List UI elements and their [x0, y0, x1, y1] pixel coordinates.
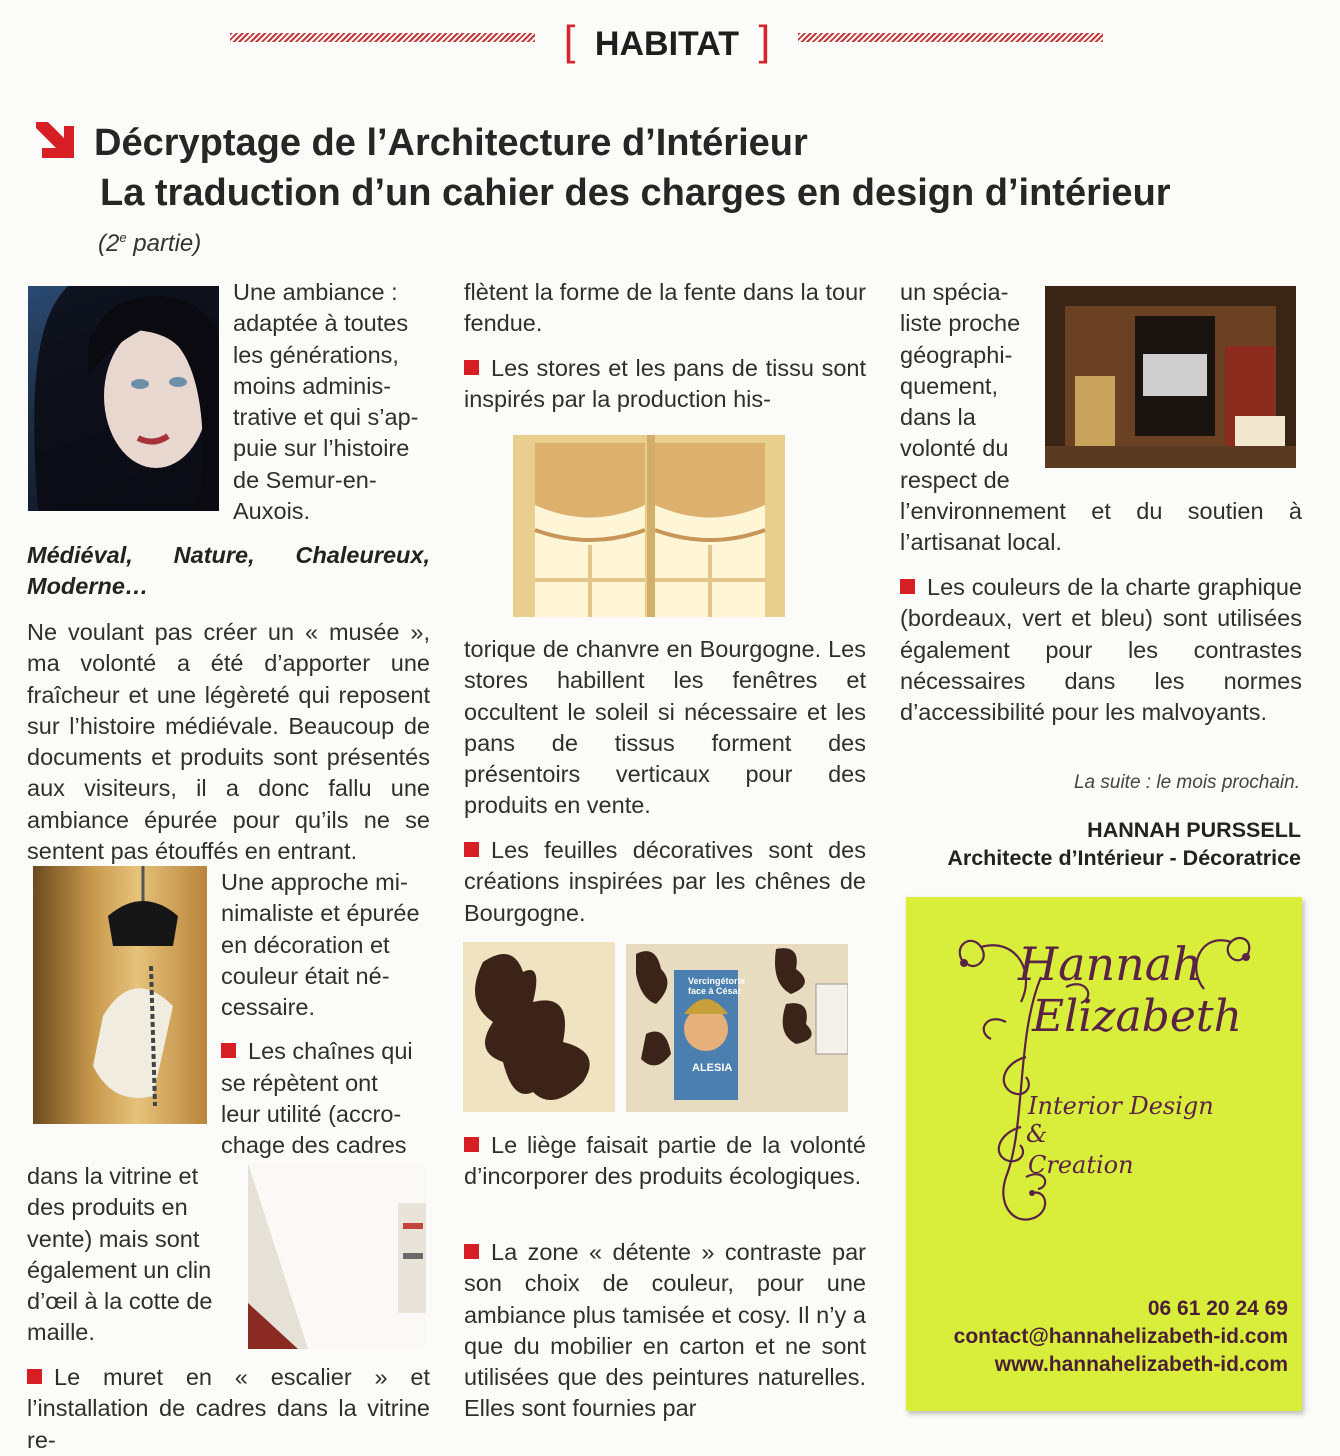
col1-approach: [221, 867, 430, 1162]
bullet-square-icon: [27, 1369, 42, 1384]
text-line: dans la vitrine et: [27, 1163, 199, 1189]
bullet-square-icon: [900, 579, 915, 594]
bullet-square-icon: [464, 842, 479, 857]
contact-email: contact@hannahelizabeth-id.com: [953, 1325, 1288, 1348]
text-line: en décoration et: [221, 931, 390, 958]
col2-paragraph-5: Le liège faisait partie de la volonté d’incorporer des produits écologiques.: [464, 1132, 866, 1190]
text-line: Une ambiance :: [233, 279, 398, 305]
text-line: Auxois.: [233, 498, 311, 525]
text-line: des produits en: [27, 1194, 188, 1221]
bullet-square-icon: [221, 1043, 236, 1058]
text-line: adaptée à toutes: [233, 310, 409, 337]
text-line: respect de: [900, 466, 1010, 493]
col2-paragraph-2: Les stores et les pans de tissu sont inspirés par la production his-: [464, 355, 866, 413]
col1-heading: Médiéval, Nature, Chaleureux, Moderne…: [27, 542, 430, 600]
text-line: Une approche mi-: [221, 869, 408, 895]
rubric-rule-left: [230, 33, 535, 42]
text-line: géographi-: [900, 341, 1013, 368]
text-line: puie sur l’histoire: [233, 435, 410, 462]
bullet-square-icon: [464, 360, 479, 375]
contact-phone: 06 61 20 24 69: [1147, 1297, 1288, 1320]
contact-website: www.hannahelizabeth-id.com: [994, 1353, 1288, 1376]
col1-paragraph-last: Le muret en « escalier » et l’installation de cadres dans la vitrine re-: [27, 1364, 430, 1453]
text-line: dans la: [900, 404, 976, 431]
rubric-bracket-close: ]: [758, 17, 771, 64]
text-line: chage des cadres: [221, 1132, 407, 1159]
text-line: maille.: [27, 1319, 95, 1346]
article-title: Décryptage de l’Architecture d’Intérieur: [94, 122, 808, 164]
rubric-label: HABITAT: [594, 25, 740, 63]
text-line: quement,: [900, 372, 998, 399]
logo-elizabeth: Elizabeth: [1032, 991, 1242, 1042]
text-line: trative et qui s’ap-: [233, 404, 419, 431]
col3-paragraph-1-cont: l’environnement et du soutien à l’artisanat local.: [900, 498, 1302, 556]
col2-paragraph-6: La zone « détente » contraste par son choix de couleur, pour une ambiance plus tamisée et cosy. Il n’y a que du mobilier en carton et ne sont utilisées que des peintures naturelles. Elles sont fournies par: [464, 1239, 866, 1422]
text-line: un spécia-: [900, 279, 1009, 305]
text-line: de Semur-en-: [233, 466, 377, 493]
bullet-square-icon: [464, 1137, 479, 1152]
rubric-rule-right: [798, 33, 1103, 42]
col3-intro: [900, 277, 1033, 496]
text-line: nimaliste et épurée: [221, 900, 420, 927]
poster-title: ALESIA: [692, 1062, 733, 1074]
poster-text: Vercingétorix face à César: [688, 976, 746, 996]
leaf-decoration-photo: [463, 942, 615, 1112]
article-subtitle: La traduction d’un cahier des charges en design d’intérieur: [100, 172, 1171, 214]
col3-paragraph-2: Les couleurs de la charte graphique (bordeaux, vert et bleu) sont utilisées également pour les contrastes nécessaires dans les normes d’accessibilité pour les malvoyants.: [900, 574, 1302, 726]
continuation-note: La suite : le mois prochain.: [1073, 772, 1300, 793]
text-line: moins adminis-: [233, 372, 392, 399]
col2-paragraph-1: flètent la forme de la fente dans la tour fendue.: [464, 279, 866, 337]
text-line: d’œil à la cotte de: [27, 1288, 213, 1315]
window-blinds-photo: [513, 435, 785, 617]
col1-chains-cont: [27, 1161, 234, 1349]
text-line: les générations,: [233, 341, 399, 368]
text-line: volonté du: [900, 435, 1009, 462]
article-part: (2e partie): [98, 230, 202, 257]
text-line: leur utilité (accro-: [221, 1101, 402, 1128]
author-name: HANNAH PURSSELL: [1087, 818, 1301, 842]
advertisement-card: [906, 897, 1302, 1411]
logo-interior-design: Interior Design: [1028, 1092, 1214, 1120]
bullet-square-icon: [464, 1244, 479, 1259]
author-role: Architecte d’Intérieur - Décoratrice: [947, 846, 1301, 870]
text-line: couleur était né-: [221, 962, 390, 989]
col2-paragraph-3: torique de chanvre en Bourgogne. Les stores habillent les fenêtres et occultent le soleil si nécessaire et les pans de tissus forment des présentoirs verticaux pour des produits en vente.: [464, 636, 866, 819]
arrow-down-right-icon: [30, 118, 78, 162]
chains-cap-photo: [33, 866, 207, 1124]
text-line: liste proche: [900, 310, 1021, 337]
logo-ampersand: &: [1026, 1120, 1048, 1148]
leaves-poster-photo: [626, 944, 848, 1112]
col1-intro: [233, 277, 431, 527]
showcase-wall-photo: [248, 1163, 426, 1349]
text-line: vente) mais sont: [27, 1225, 200, 1252]
logo-creation: Creation: [1028, 1151, 1134, 1179]
text-line: se répètent ont: [221, 1069, 378, 1096]
text-line: Les chaînes qui: [221, 1036, 430, 1067]
portrait-photo: [28, 286, 219, 511]
section-rubric: [552, 18, 782, 64]
logo-hannah: Hannah: [1018, 937, 1202, 991]
text-line: cessaire.: [221, 994, 316, 1021]
col2-paragraph-4: Les feuilles décoratives sont des créations inspirées par les chênes de Bourgogne.: [464, 837, 866, 926]
rubric-bracket-open: [: [563, 17, 576, 64]
text-line: également un clin: [27, 1256, 212, 1283]
col1-paragraph-1: Ne voulant pas créer un « musée », ma volonté a été d’apporter une fraîcheur et une légèreté qui reposent sur l’histoire médiévale. Beaucoup de documents et produits sont présentés aux visiteurs, il a donc fallu une ambiance épurée pour qu’ils ne se sentent pas étouffés en entrant.: [27, 619, 430, 865]
shop-interior-photo: [1045, 286, 1296, 468]
